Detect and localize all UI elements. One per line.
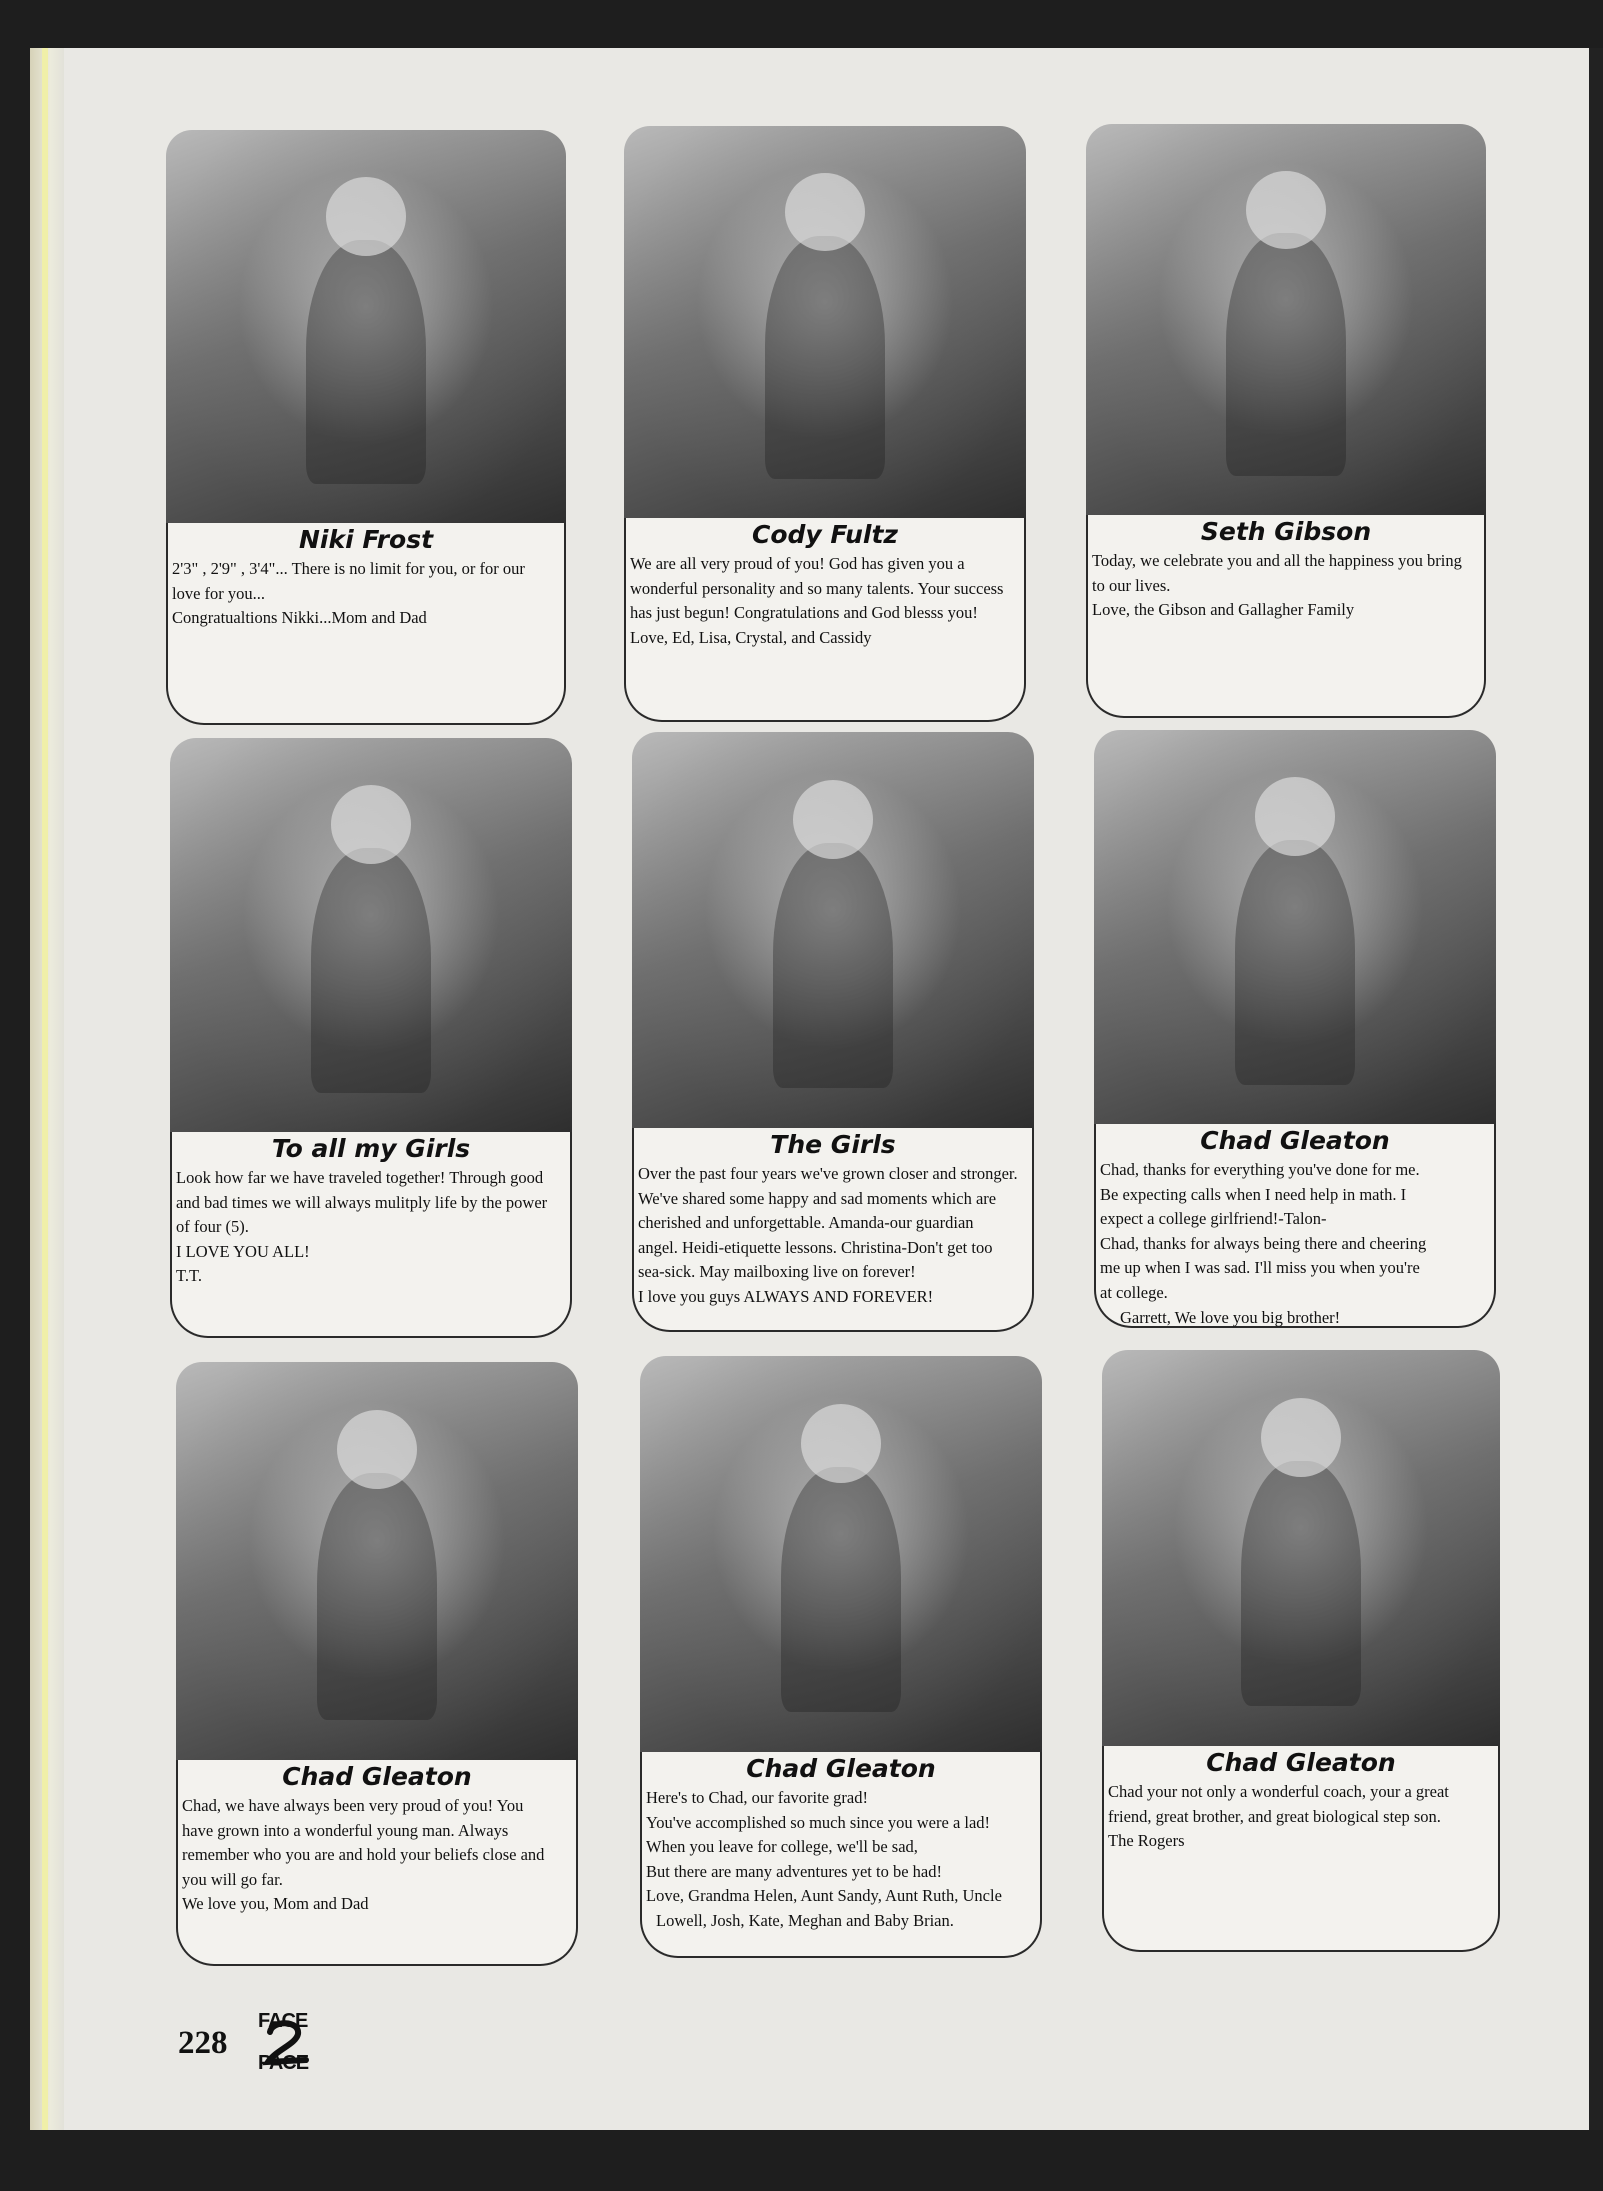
card-message <box>630 552 1016 650</box>
ad-card-to-all-my-girls <box>170 738 572 1338</box>
message-line: of four (5). <box>176 1217 249 1237</box>
message-line: Chad, thanks for everything you've done for me. <box>1100 1160 1420 1179</box>
message-line: The Rogers <box>1108 1831 1185 1851</box>
message-line: Look how far we have traveled together! Through good <box>176 1168 544 1187</box>
card-message <box>646 1786 1032 1934</box>
message-line: Garrett, We love you big brother! <box>1120 1307 1341 1327</box>
message-line: Chad, thanks for always being there and cheering <box>1100 1233 1427 1253</box>
message-line: remember who you are and hold your beliefs close and <box>182 1845 545 1865</box>
card-title: Cody Fultz <box>752 520 898 549</box>
message-line: I LOVE YOU ALL! <box>176 1241 310 1261</box>
message-box <box>176 1760 578 1966</box>
message-line: Be expecting calls when I need help in math. I <box>1100 1184 1407 1204</box>
message-line: wonderful personality and so many talents. Your success <box>630 578 1004 598</box>
ad-card-the-girls <box>632 732 1034 1332</box>
card-message <box>638 1162 1024 1310</box>
message-line: Here's to Chad, our favorite grad! <box>646 1788 868 1807</box>
ad-card-chad-gleaton-4 <box>1102 1350 1500 1952</box>
message-line: expect a college girlfriend!-Talon- <box>1100 1209 1327 1229</box>
message-line: Today, we celebrate you and all the happiness you bring <box>1092 551 1462 570</box>
card-title: To all my Girls <box>271 1134 471 1163</box>
face-2-pace-logo <box>258 2010 318 2080</box>
message-box <box>640 1752 1042 1958</box>
message-line: We are all very proud of you! God has given you a <box>630 554 965 573</box>
card-title: Niki Frost <box>298 525 434 554</box>
message-line: love for you... <box>172 583 266 603</box>
message-line: But there are many adventures yet to be had! <box>646 1861 942 1881</box>
message-line: Over the past four years we've grown closer and stronger. <box>638 1164 1018 1183</box>
message-line: 2'3" , 2'9" , 3'4"... There is no limit for you, or for our <box>172 559 525 578</box>
ad-card-chad-gleaton-1 <box>1094 730 1496 1328</box>
card-title: Chad Gleaton <box>746 1754 936 1783</box>
spine-highlight <box>42 48 48 2130</box>
card-title: Chad Gleaton <box>1200 1126 1390 1155</box>
message-line: you will go far. <box>182 1869 283 1889</box>
photo-niki-frost <box>166 130 566 523</box>
message-line: and bad times we will always mulitply life by the power <box>176 1192 548 1212</box>
logo-word-pace: PACE <box>258 2052 309 2074</box>
message-line: me up when I was sad. I'll miss you when you're <box>1100 1258 1420 1278</box>
message-line: cherished and unforgettable. Amanda-our guardian <box>638 1213 974 1233</box>
photo-chad-gleaton-3 <box>640 1356 1042 1752</box>
card-message <box>1108 1780 1490 1854</box>
ad-card-chad-gleaton-3 <box>640 1356 1042 1958</box>
message-line: T.T. <box>176 1266 202 1286</box>
message-box <box>166 523 566 725</box>
page-right-edge <box>1589 48 1603 2130</box>
photo-chad-gleaton-1 <box>1094 730 1496 1124</box>
message-line: Love, the Gibson and Gallagher Family <box>1092 600 1355 620</box>
message-line: sea-sick. May mailboxing live on forever! <box>638 1262 916 1282</box>
message-box <box>624 518 1026 722</box>
card-message <box>182 1794 568 1917</box>
message-line: Congratualtions Nikki...Mom and Dad <box>172 608 427 628</box>
message-line: Chad your not only a wonderful coach, your a great <box>1108 1782 1449 1801</box>
message-line: has just begun! Congratulations and God blesss you! <box>630 603 978 623</box>
photo-the-girls <box>632 732 1034 1128</box>
message-line: to our lives. <box>1092 575 1171 595</box>
card-message <box>1100 1158 1486 1330</box>
photo-cody-fultz <box>624 126 1026 518</box>
card-title: Seth Gibson <box>1200 517 1372 546</box>
message-line: Love, Grandma Helen, Aunt Sandy, Aunt Ruth, Uncle <box>646 1886 1002 1906</box>
card-message <box>1092 549 1476 623</box>
message-line: We've shared some happy and sad moments which are <box>638 1188 997 1208</box>
photo-chad-gleaton-4 <box>1102 1350 1500 1746</box>
ad-card-seth-gibson <box>1086 124 1486 718</box>
photo-chad-gleaton-2 <box>176 1362 578 1760</box>
message-line: You've accomplished so much since you were a lad! <box>646 1812 991 1832</box>
message-box <box>1102 1746 1500 1952</box>
ad-card-cody-fultz <box>624 126 1026 722</box>
ad-card-niki-frost <box>166 130 566 725</box>
card-title: The Girls <box>770 1130 896 1159</box>
message-line: Chad, we have always been very proud of you! You <box>182 1796 524 1815</box>
message-box <box>1094 1124 1496 1328</box>
message-line: We love you, Mom and Dad <box>182 1894 369 1914</box>
message-line: I love you guys ALWAYS AND FOREVER! <box>638 1286 934 1306</box>
logo-word-face: FACE <box>258 2010 308 2032</box>
message-line: at college. <box>1100 1282 1168 1302</box>
message-line: friend, great brother, and great biological step son. <box>1108 1806 1441 1826</box>
photo-seth-gibson <box>1086 124 1486 515</box>
message-line: have grown into a wonderful young man. Always <box>182 1820 509 1840</box>
message-box <box>1086 515 1486 718</box>
message-line: Love, Ed, Lisa, Crystal, and Cassidy <box>630 627 872 647</box>
message-line: When you leave for college, we'll be sad, <box>646 1837 918 1857</box>
page-number: 228 <box>178 2025 228 2061</box>
message-line: angel. Heidi-etiquette lessons. Christina-Don't get too <box>638 1237 993 1257</box>
ad-card-chad-gleaton-2 <box>176 1362 578 1966</box>
message-box <box>632 1128 1034 1332</box>
photo-to-all-my-girls <box>170 738 572 1132</box>
card-title: Chad Gleaton <box>282 1762 472 1791</box>
card-message <box>176 1166 562 1289</box>
message-line: Lowell, Josh, Kate, Meghan and Baby Brian. <box>656 1910 954 1930</box>
message-box <box>170 1132 572 1338</box>
card-title: Chad Gleaton <box>1206 1748 1396 1777</box>
card-message <box>172 557 556 631</box>
